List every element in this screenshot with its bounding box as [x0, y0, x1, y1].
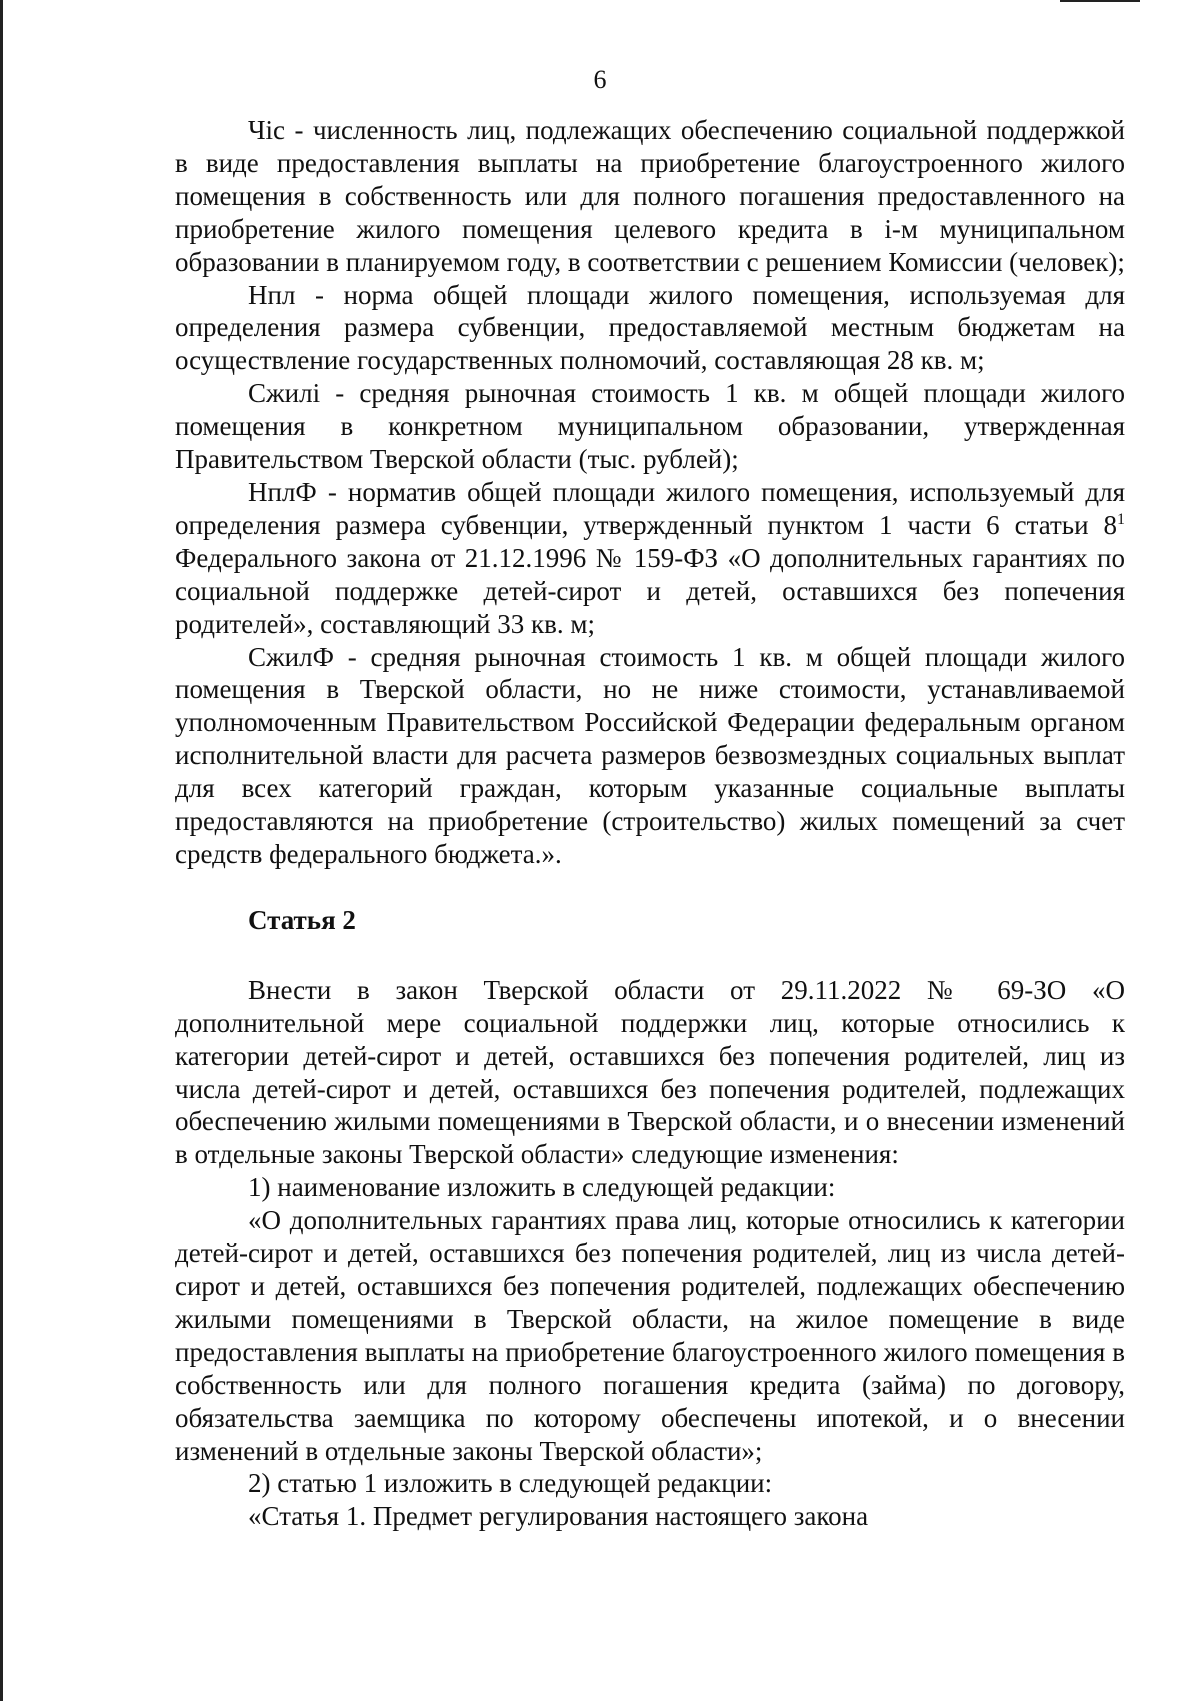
- paragraph-amend-law: Внести в закон Тверской области от 29.11.2022 № 69-ЗО «О дополнительной мере социальной поддержки лиц, которые относились к категории детей-сирот и детей, оставшихся без попечения родителей, лиц из числа детей-сирот и детей, оставшихся без попечения родителей, подлежащих обеспечению жилыми помещениями в Тверской области, и о внесении изменений в отдельные законы Тверской области» следующие изменения:: [175, 974, 1125, 1170]
- paragraph-szhili-definition: Сжилi - средняя рыночная стоимость 1 кв. м общей площади жилого помещения в конкретном муниципальном образовании, утвержденная Правительством Тверской области (тыс. рублей);: [175, 378, 1125, 475]
- spacer: [175, 936, 1125, 974]
- scan-edge-left: [0, 0, 3, 1701]
- nplf-text-end: Федерального закона от 21.12.1996 № 159-ФЗ «О дополнительных гарантиях по социальной поддержке детей-сирот и детей, оставшихся без попечения родителей», составляющий 33 кв. м;: [175, 542, 1125, 639]
- page-number: 6: [593, 65, 607, 94]
- paragraph-item-1: 1) наименование изложить в следующей редакции:: [248, 1172, 836, 1203]
- article-2-heading: Статья 2: [248, 904, 356, 935]
- paragraph-chis-definition: Чiс - численность лиц, подлежащих обеспечению социальной поддержкой в виде предоставления выплаты на приобретение благоустроенного жилого помещения в собственность или для полного погашения предоставленного на приобретение жилого помещения целевого кредита в i-м муниципальном образовании в планируемом году, в соответствии с решением Комиссии (человек);: [175, 115, 1125, 277]
- nplf-text-start: НплФ - норматив общей площади жилого помещения, используемый для определения размера субвенции, утвержденный пунктом 1 части 6 статьи 8: [175, 476, 1125, 540]
- article-superscript: 1: [1117, 510, 1125, 528]
- paragraph-article-1-title: «Статья 1. Предмет регулирования настоящего закона: [248, 1501, 869, 1532]
- paragraph-szhilf-definition: СжилФ - средняя рыночная стоимость 1 кв. м общей площади жилого помещения в Тверской области, но не ниже стоимости, устанавливаемой уполномоченным Правительством Российской Федерации федеральным органом исполнительной власти для расчета размеров безвозмездных социальных выплат для всех категорий граждан, которым указанные социальные выплаты предоставляются на приобретение (строительство) жилых помещений за счет средств федерального бюджета.».: [175, 641, 1125, 869]
- document-body: [175, 114, 1125, 1533]
- spacer: [175, 871, 1125, 904]
- paragraph-nplf-definition: [175, 476, 1125, 641]
- scan-edge-top-right: [1060, 0, 1140, 2]
- paragraph-npl-definition: Нпл - норма общей площади жилого помещения, используемая для определения размера субвенции, предоставляемой местным бюджетам на осуществление государственных полномочий, составляющая 28 кв. м;: [175, 279, 1125, 376]
- paragraph-item-2: 2) статью 1 изложить в следующей редакции:: [248, 1468, 773, 1499]
- paragraph-new-title: «О дополнительных гарантиях права лиц, которые относились к категории детей-сирот и детей, оставшихся без попечения родителей, лиц из числа детей-сирот и детей, оставшихся без попечения родителей, подлежащих обеспечению жилыми помещениями в Тверской области, на жилое помещение в виде предоставления выплаты на приобретение благоустроенного жилого помещения в собственность или для полного погашения кредита (займа) по договору, обязательства заемщика по которому обеспечены ипотекой, и о внесении изменений в отдельные законы Тверской области»;: [175, 1205, 1125, 1466]
